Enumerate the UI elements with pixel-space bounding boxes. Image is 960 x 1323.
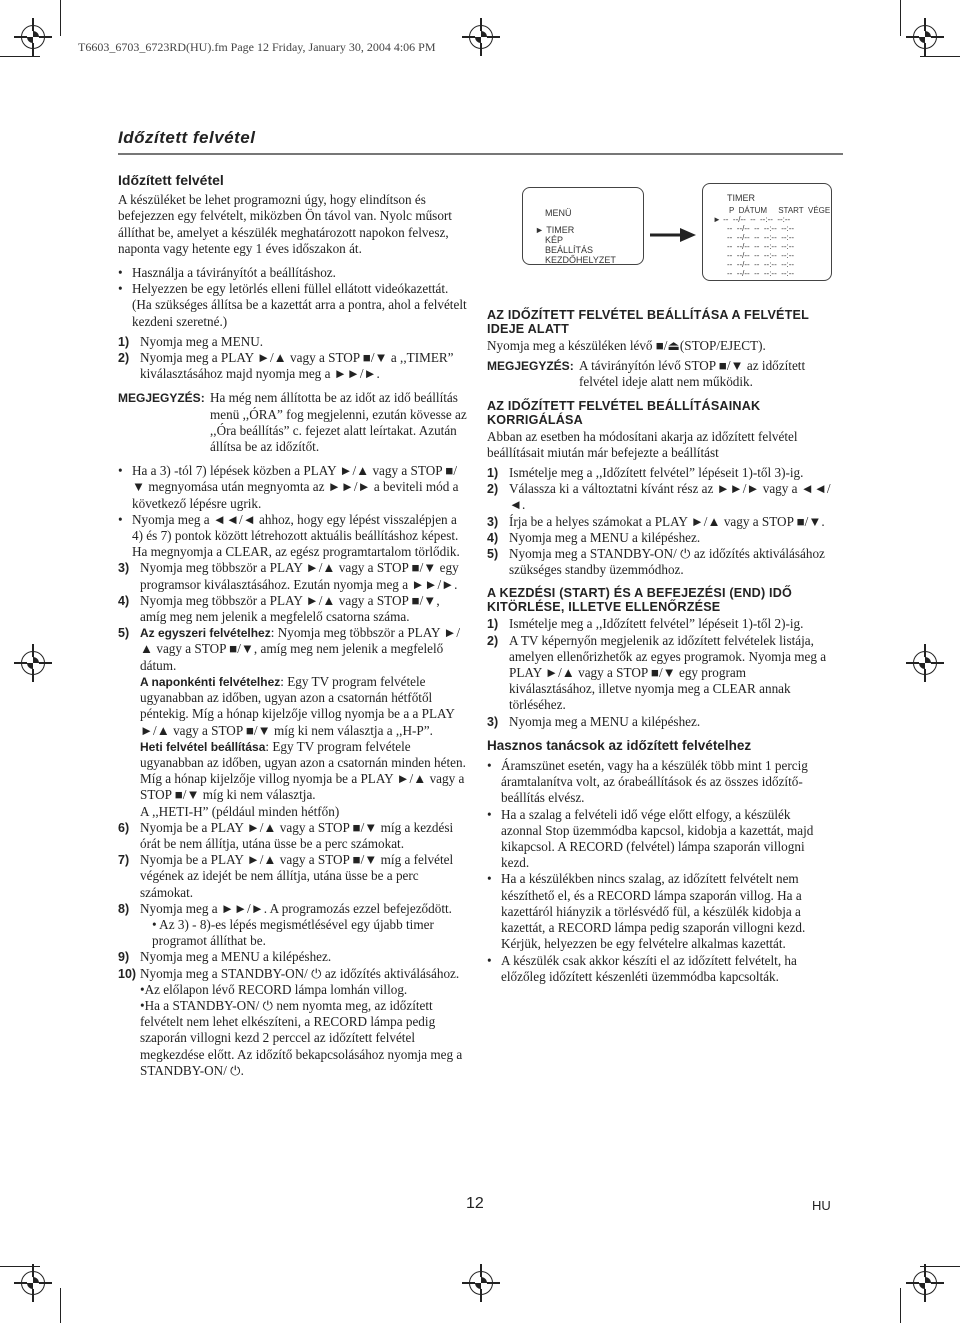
step-number: 7) bbox=[118, 853, 130, 868]
timer-row: -- --/-- -- --:-- --:-- bbox=[727, 251, 795, 260]
note bbox=[487, 358, 832, 390]
step-item bbox=[118, 852, 468, 901]
step-text: Ismételje meg a ,,Időzített felvétel” lépéseit 1)-től 2)-ig. bbox=[509, 616, 804, 632]
list-item: • Helyezzen be egy letörlés elleni füllel ellátott videókazettát. (Ha szükséges állítsa be a kazettát arra a pontra, ahol a felvételt kezdeni szeretné.) bbox=[118, 281, 467, 329]
list-item: • A készülék csak akkor készíti el az időzített felvételt, ha előzőleg időzített készenléti üzemmódba kapcsolták. bbox=[487, 953, 832, 985]
step-lead: Az egyszeri felvételhez bbox=[140, 626, 271, 641]
menu-item: KÉP bbox=[545, 235, 564, 245]
step-lead: Heti felvétel beállítása bbox=[140, 739, 266, 754]
step-number: 1) bbox=[118, 334, 130, 349]
note-label: MEGJEGYZÉS: bbox=[118, 391, 205, 406]
step-item bbox=[487, 546, 832, 578]
step-text: Nyomja meg többször a PLAY ►/▲ vagy a STOP ■/▼ egy programsor kiválasztásához. Ezután nyomja meg a ►►/►. bbox=[140, 560, 459, 592]
step-text: Ismételje meg a ,,Időzített felvétel” lépéseit 1)-től 3)-ig. bbox=[509, 465, 804, 481]
step-item bbox=[118, 350, 468, 382]
step-number: 1) bbox=[487, 466, 499, 481]
crop-mark bbox=[900, 1288, 901, 1323]
crop-mark bbox=[900, 0, 901, 36]
file-info-header: T6603_6703_6723RD(HU).fm Page 12 Friday, January 30, 2004 4:06 PM bbox=[78, 40, 436, 54]
step-text: Nyomja meg a MENU. bbox=[140, 333, 264, 349]
timer-row: -- --/-- -- --:-- --:-- bbox=[727, 260, 795, 269]
language-code: HU bbox=[812, 1198, 831, 1213]
step-text: A TV képernyőn megjelenik az időzített felvételek listája, amelyen ellenőrizhetők az egyes programok. Nyomja meg a PLAY ►/▲ vagy a STOP ■/▼ egy program kiválasztásához, illetve nyomja meg a CLEAR annak törléséhez. bbox=[509, 632, 827, 713]
step-text: Írja be a helyes számokat a PLAY ►/▲ vagy a STOP ■/▼. bbox=[509, 513, 825, 529]
step-number: 3) bbox=[118, 561, 130, 576]
menu-item: KEZDŐHELYZET bbox=[545, 255, 616, 265]
list-item-text: Áramszünet esetén, vagy ha a készülék több mint 1 percig áramtalanítva volt, az órabeállítások és az összes időzítő-beállítás elvész. bbox=[501, 758, 808, 806]
list-item-text: Nyomja meg a ◄◄/◄ ahhoz, hogy egy lépést visszalépjen a 4) és 7) pontok között létrehozott aktuális beállításhoz képest. Ha megnyomja a CLEAR, az egész programtartalom törlődik. bbox=[132, 511, 460, 560]
step-number: 8) bbox=[118, 901, 130, 916]
step-number: 3) bbox=[487, 514, 499, 529]
list-item-text: Ha a készülékben nincs szalag, az időzített felvételt nem készíthető el, és a RECORD lámpa szaporán villog. Ha a kazettáról hiányzik a törlésvédő fül, a készülék kidobja a kazettát, a RECORD lámpa pedig szaporán villogni kezd. Kérjük, helyezzen be egy felvételre alkalmas kazettát. bbox=[501, 871, 806, 952]
registration-mark bbox=[14, 18, 52, 56]
step-text: Nyomja be a PLAY ►/▲ vagy a STOP ■/▼ míg a felvétel végének az idejét be nem állítja, utána üsse be a perc számokat. bbox=[140, 852, 454, 900]
step-number: 5) bbox=[487, 547, 499, 562]
timer-header: P DÁTUM START VÉGE bbox=[729, 206, 831, 215]
registration-mark bbox=[462, 1264, 500, 1302]
menu-item: ► TIMER bbox=[535, 225, 575, 235]
step-sub-item: • Az 3) - 8)-es lépés megismétlésével egy újabb timer programot állíthat be. bbox=[152, 916, 434, 949]
list-item-text: Ha a 3) -tól 7) lépések közben a PLAY ►/▲ vagy a STOP ■/▼ megnyomása után megnyomta az ►►/► a beviteli mód a következő lépésre ugrik. bbox=[132, 463, 459, 511]
step-text: Nyomja meg a MENU a kilépéshez. bbox=[140, 949, 332, 965]
registration-mark bbox=[906, 18, 944, 56]
step-text: Nyomja meg a ►►/►. A programozás ezzel befejeződött. bbox=[140, 900, 452, 916]
step-sub-item: •Az előlapon lévő RECORD lámpa lomhán villog. bbox=[140, 981, 408, 997]
page-title: Időzített felvétel bbox=[118, 128, 256, 147]
crop-mark bbox=[60, 0, 61, 36]
step-item bbox=[118, 820, 468, 852]
list-item-text: Használja a távirányítót a beállításhoz. bbox=[132, 265, 336, 281]
registration-mark bbox=[906, 1264, 944, 1302]
step-number: 2) bbox=[487, 633, 499, 648]
timer-screen-illustration bbox=[702, 183, 832, 281]
registration-mark bbox=[906, 644, 944, 682]
daily-setting bbox=[118, 674, 468, 739]
section-heading: Hasznos tanácsok az időzített felvételhez bbox=[487, 737, 752, 753]
step-body: : Nyomja meg többször a PLAY ►/▲ vagy a STOP ■/▼, amíg meg nem jelenik a megfelelő dátum. bbox=[140, 625, 461, 673]
step-text: Nyomja meg a PLAY ►/▲ vagy a STOP ■/▼ a ,,TIMER” kiválasztásához majd nyomja meg a ►►/►. bbox=[140, 350, 454, 382]
crop-mark bbox=[920, 56, 960, 57]
step-lead: A naponkénti felvételhez bbox=[140, 674, 281, 689]
step-number: 2) bbox=[118, 351, 130, 366]
step-number: 1) bbox=[487, 617, 499, 632]
note-text: A távirányítón lévő STOP ■/▼ az időzített felvétel ideje alatt nem működik. bbox=[579, 358, 806, 390]
timer-row: -- --/-- -- --:-- --:-- bbox=[727, 224, 795, 233]
registration-mark bbox=[14, 1264, 52, 1302]
timer-row: ► -- --/-- -- --:-- --:-- bbox=[713, 215, 791, 224]
step-item bbox=[487, 514, 832, 530]
step-text: Válassza ki a változtatni kívánt rész az ►►/► vagy a ◄◄/◄. bbox=[509, 481, 831, 513]
list-item: • Használja a távirányítót a beállításhoz. bbox=[118, 265, 336, 281]
menu-screen-illustration bbox=[522, 187, 644, 265]
step-item bbox=[118, 966, 468, 982]
timer-title: TIMER bbox=[727, 193, 755, 203]
intro-text: A készüléket be lehet programozni úgy, hogy elindítson és befejezzen egy felvételt, miközben Ön távol van. Nyolc műsort állíthat be, amelyet a készülék meghatározott napokon felvesz, naponta vagy hetente egy 1 éves időszakon át. bbox=[118, 192, 452, 256]
right-column bbox=[487, 300, 832, 985]
step-body: : Egy TV program felvétele ugyanabban az időben, ugyan azon a csatornán hétfőtől péntekig. Míg a hónap kijelzője villog nyomja be a a PLAY ►/▲ vagy a STOP ■/▼ míg ki nem választja a ,,H-P”. bbox=[140, 673, 455, 738]
step-number: 3) bbox=[487, 714, 499, 729]
step-number: 4) bbox=[118, 593, 130, 608]
step-number: 10) bbox=[118, 966, 137, 981]
step-item bbox=[487, 530, 832, 546]
step-number: 2) bbox=[487, 482, 499, 497]
step-item bbox=[487, 714, 832, 730]
step-item bbox=[118, 949, 468, 965]
paragraph: Abban az esetben ha módosítani akarja az időzített felvétel beállításait miután már befejezte a beállítást bbox=[487, 428, 798, 460]
step-sub-item: •Ha a STANDBY-ON/ ⏻ nem nyomta meg, az időzített felvételt nem lehet elkészíteni, a RECORD lámpa pedig szaporán villogni kezd 2 perccel az időzített felvétel megkezdése előtt. Az időzítő bekapcsolásához nyomja meg a STANDBY-ON/ ⏻. bbox=[140, 997, 463, 1078]
step-item bbox=[487, 616, 832, 632]
page-number: 12 bbox=[466, 1195, 484, 1212]
timer-row: -- --/-- -- --:-- --:-- bbox=[727, 269, 795, 278]
step-text: Nyomja meg a STANDBY-ON/ ⏻ az időzítés aktiválásához. bbox=[140, 965, 460, 981]
step-item bbox=[118, 625, 468, 674]
step-number: 5) bbox=[118, 626, 130, 641]
registration-mark bbox=[462, 18, 500, 56]
timer-row: -- --/-- -- --:-- --:-- bbox=[727, 242, 795, 251]
step-number: 4) bbox=[487, 530, 499, 545]
menu-title: MENÜ bbox=[545, 208, 572, 218]
list-item: • Ha a készülékben nincs szalag, az időzített felvételt nem készíthető el, és a RECORD lámpa szaporán villog. Ha a kazettáról hiányzik a törlésvédő fül, a készülék kidobja a kazettát, a RECORD lámpa pedig szaporán villogni kezd. Kérjük, helyezzen be egy felvételre alkalmas kazettát. bbox=[487, 871, 832, 952]
list-item: • Ha a szalag a felvételi idő vége előtt elfogy, a készülék azonnal Stop üzemmódba kapcsol, kidobja a kazettát, majd kikapcsol. A RECORD (felvétel) lámpa szaporán villogni kezd. bbox=[487, 807, 832, 872]
list-item: • Ha a 3) -tól 7) lépések közben a PLAY ►/▲ vagy a STOP ■/▼ megnyomása után megnyomta az ►►/► a beviteli mód a következő lépésre ugrik. bbox=[118, 463, 468, 512]
registration-mark bbox=[14, 644, 52, 682]
step-item bbox=[487, 481, 832, 513]
menu-item: BEÁLLÍTÁS bbox=[545, 245, 594, 255]
list-item-text: A készülék csak akkor készíti el az időzített felvételt, ha előzőleg időzített készenléti üzemmódba kapcsolták. bbox=[501, 952, 797, 984]
weekly-example: A ,,HETI-H” (például minden hétfőn) bbox=[140, 803, 340, 819]
section-heading: AZ IDŐZÍTETT FELVÉTEL BEÁLLÍTÁSA A FELVÉTEL IDEJE ALATT bbox=[487, 308, 809, 336]
list-item-text: Helyezzen be egy letörlés elleni füllel ellátott videókazettát. (Ha szükséges állítsa be a kazettát arra a pontra, ahol a felvételt kezdeni szeretné.) bbox=[132, 281, 467, 329]
step-item bbox=[487, 465, 832, 481]
weekly-setting bbox=[118, 739, 468, 804]
step-text: Nyomja meg a STANDBY-ON/ ⏻ az időzítés aktiválásához szükséges standby üzemmódhoz. bbox=[509, 546, 825, 578]
arrow-right-icon bbox=[650, 228, 696, 242]
step-text: Nyomja be a PLAY ►/▲ vagy a STOP ■/▼ míg a kezdési órát be nem állítja, utána üsse be a perc számokat. bbox=[140, 819, 454, 851]
step-text bbox=[140, 625, 468, 674]
left-column bbox=[118, 172, 468, 1079]
list-item-text: Ha a szalag a felvételi idő vége előtt elfogy, a készülék azonnal Stop üzemmódba kapcsol, kidobja a kazettát, majd kikapcsol. A RECORD (felvétel) lámpa szaporán villogni kezd. bbox=[501, 806, 814, 871]
section-subtitle: Időzített felvétel bbox=[118, 172, 224, 188]
step-item bbox=[487, 633, 832, 714]
section-heading: A KEZDÉSI (START) ÉS A BEFEJEZÉSI (END) IDŐ KITÖRLÉSE, ILLETVE ELLENŐRZÉSE bbox=[487, 586, 793, 615]
note-label: MEGJEGYZÉS: bbox=[487, 359, 574, 374]
step-text: Nyomja meg a MENU a kilépéshez. bbox=[509, 529, 701, 545]
section-heading: AZ IDŐZÍTETT FELVÉTEL BEÁLLÍTÁSAINAK KORRIGÁLÁSA bbox=[487, 398, 761, 427]
title-rule bbox=[118, 153, 843, 155]
step-number: 6) bbox=[118, 820, 130, 835]
step-text: Nyomja meg többször a PLAY ►/▲ vagy a STOP ■/▼, amíg meg nem jelenik a megfelelő csatorna száma. bbox=[140, 592, 440, 625]
crop-mark bbox=[0, 56, 40, 57]
list-item: • Nyomja meg a ◄◄/◄ ahhoz, hogy egy lépést visszalépjen a 4) és 7) pontok között létrehozott aktuális beállításhoz képest. Ha megnyomja a CLEAR, az egész programtartalom törlődik. bbox=[118, 512, 468, 561]
step-item bbox=[118, 334, 468, 350]
note-text: Ha még nem állította be az időt az idő beállítás menü ,,ÓRA” fog megjelenni, ezután kövesse az ,,Óra beállítás” c. fejezet alatt leírtakat. Azután állítsa be az időzítőt. bbox=[210, 390, 467, 455]
step-item bbox=[118, 593, 468, 625]
step-item bbox=[118, 901, 468, 917]
crop-mark bbox=[0, 1266, 40, 1267]
step-number: 9) bbox=[118, 950, 130, 965]
note bbox=[118, 390, 468, 455]
step-body: : Egy TV program felvétele ugyanabban az időben, ugyan azon a csatornán minden héten. Míg a hónap kijelzője villog nyomja be a PLAY ►/▲ vagy a STOP ■/▼ míg ki nem választja. bbox=[140, 738, 466, 803]
list-item: • Áramszünet esetén, vagy ha a készülék több mint 1 percig áramtalanítva volt, az órabeállítások és az összes időzítő-beállítás elvész. bbox=[487, 758, 832, 807]
paragraph: Nyomja meg a készüléken lévő ■/⏏(STOP/EJECT). bbox=[487, 338, 766, 353]
crop-mark bbox=[60, 1288, 61, 1323]
step-item bbox=[118, 560, 468, 592]
step-text: Nyomja meg a MENU a kilépéshez. bbox=[509, 713, 701, 729]
crop-mark bbox=[920, 1266, 960, 1267]
timer-row: -- --/-- -- --:-- --:-- bbox=[727, 233, 795, 242]
